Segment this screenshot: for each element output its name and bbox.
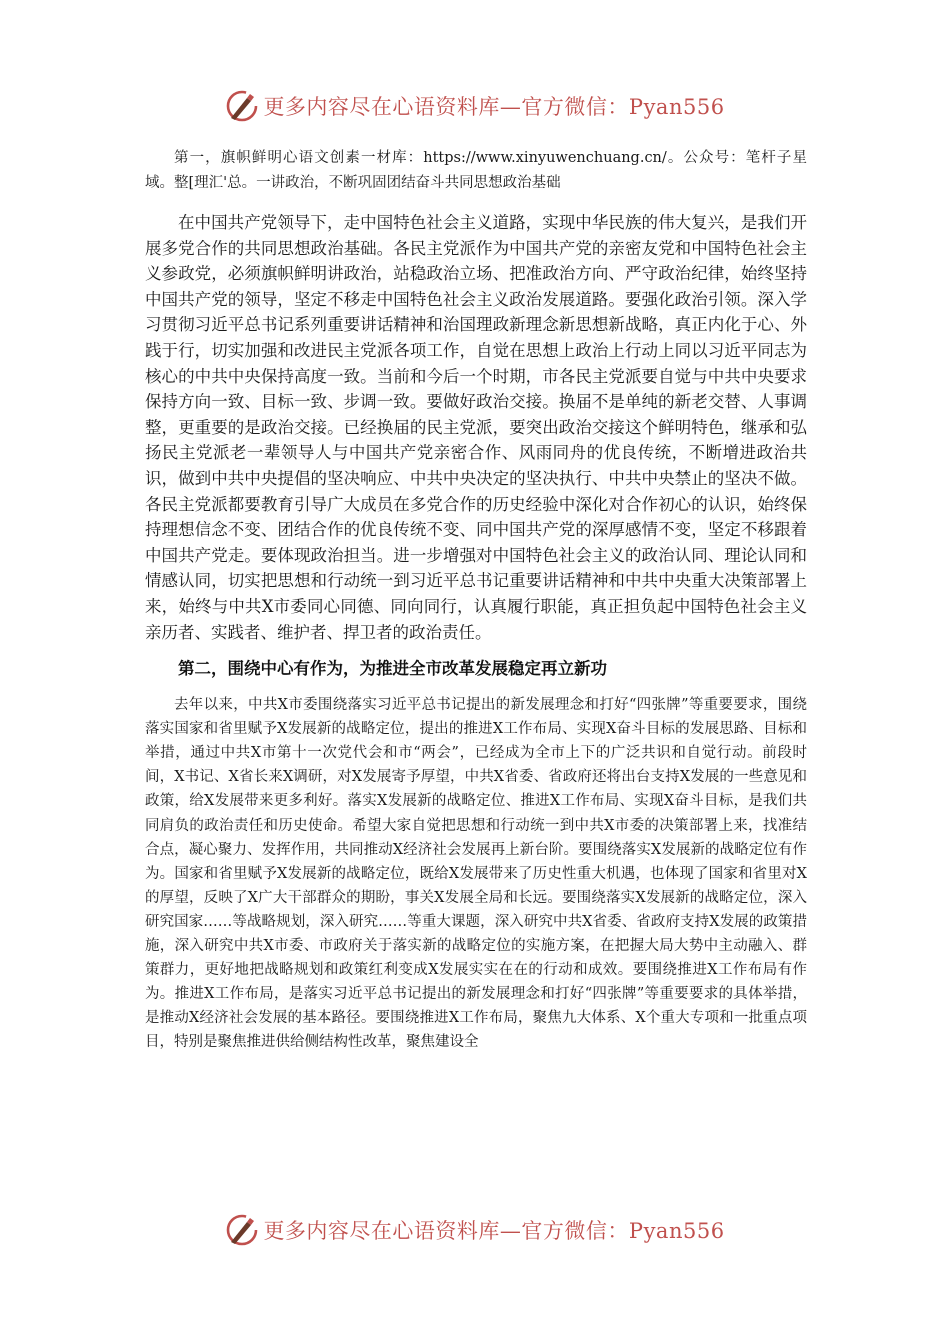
pen-circle-logo-icon — [225, 89, 259, 123]
document-body — [145, 146, 807, 1055]
body-paragraph-2: 去年以来，中共X市委围绕落实习近平总书记提出的新发展理念和打好“四张牌”等重要要求，围绕落实国家和省里赋予X发展新的战略定位，提出的推进X工作布局、实现X奋斗目标的发展思路、目标和举措，通过中共X市第十一次党代会和市“两会”，已经成为全市上下的广泛共识和自觉行动。前段时间，X书记、X省长来X调研，对X发展寄予厚望，中共X省委、省政府还将出台支持X发展的一些意见和政策，给X发展带来更多利好。落实X发展新的战略定位、推进X工作布局、实现X奋斗目标，是我们共同肩负的政治责任和历史使命。希望大家自觉把思想和行动统一到中共X市委的决策部署上来，找准结合点，凝心聚力、发挥作用，共同推动X经济社会发展再上新台阶。要围绕落实X发展新的战略定位有作为。国家和省里赋予X发展新的战略定位，既给X发展带来了历史性重大机遇，也体现了国家和省里对X的厚望，反映了X广大干部群众的期盼，事关X发展全局和长远。要围绕落实X发展新的战略定位，深入研究国家……等战略规划，深入研究……等重大课题，深入研究中共X省委、省政府支持X发展的政策措施，深入研究中共X市委、市政府关于落实新的战略定位的实施方案，在把握大局大势中主动融入、群策群力，更好地把战略规划和政策红利变成X发展实实在在的行动和成效。要围绕推进X工作布局有作为。推进X工作布局，是落实习近平总书记提出的新发展理念和打好“四张牌”等重要要求的具体举措，是推动X经济社会发展的基本路径。要围绕推进X工作布局，聚焦九大体系、X个重大专项和一批重点项目，特别是聚焦推进供给侧结构性改革，聚焦建设全 — [145, 697, 807, 1051]
footer-banner — [0, 1204, 950, 1256]
section-heading-2: 第二，围绕中心有作为，为推进全市改革发展稳定再立新功 — [178, 659, 607, 679]
header-banner — [0, 80, 950, 132]
intro-paragraph: 第一，旗帜鲜明心语文创素一材库：https://www.xinyuwenchuang.cn/。公众号：笔杆子星域。整[理汇'总。一讲政治，不断巩固团结奋斗共同思想政治基础 — [145, 150, 807, 191]
banner-text: 更多内容尽在心语资料库—官方微信：Pyan556 — [263, 95, 725, 119]
pen-circle-logo-icon — [225, 1213, 259, 1247]
body-paragraph-1: 在中国共产党领导下，走中国特色社会主义道路，实现中华民族的伟大复兴，是我们开展多党合作的共同思想政治基础。各民主党派作为中国共产党的亲密友党和中国特色社会主义参政党，必须旗帜鲜明讲政治，站稳政治立场、把准政治方向、严守政治纪律，始终坚持中国共产党的领导，坚定不移走中国特色社会主义政治发展道路。要强化政治引领。深入学习贯彻习近平总书记系列重要讲话精神和治国理政新理念新思想新战略，真正内化于心、外践于行，切实加强和改进民主党派各项工作，自觉在思想上政治上行动上同以习近平同志为核心的中共中央保持高度一致。当前和今后一个时期，市各民主党派要自觉与中共中央要求保持方向一致、目标一致、步调一致。要做好政治交接。换届不是单纯的新老交替、人事调整，更重要的是政治交接。已经换届的民主党派，要突出政治交接这个鲜明特色，继承和弘扬民主党派老一辈领导人与中国共产党亲密合作、风雨同舟的优良传统，不断增进政治共识，做到中共中央提倡的坚决响应、中共中央决定的坚决执行、中共中央禁止的坚决不做。各民主党派都要教育引导广大成员在多党合作的历史经验中深化对合作初心的认识，始终保持理想信念不变、团结合作的优良传统不变、同中国共产党的深厚感情不变，坚定不移跟着中国共产党走。要体现政治担当。进一步增强对中国特色社会主义的政治认同、理论认同和情感认同，切实把思想和行动统一到习近平总书记重要讲话精神和中共中央重大决策部署上来，始终与中共X市委同心同德、同向同行，认真履行职能，真正担负起中国特色社会主义亲历者、实践者、维护者、捍卫者的政治责任。 — [145, 213, 807, 642]
banner-text: 更多内容尽在心语资料库—官方微信：Pyan556 — [263, 1219, 725, 1243]
